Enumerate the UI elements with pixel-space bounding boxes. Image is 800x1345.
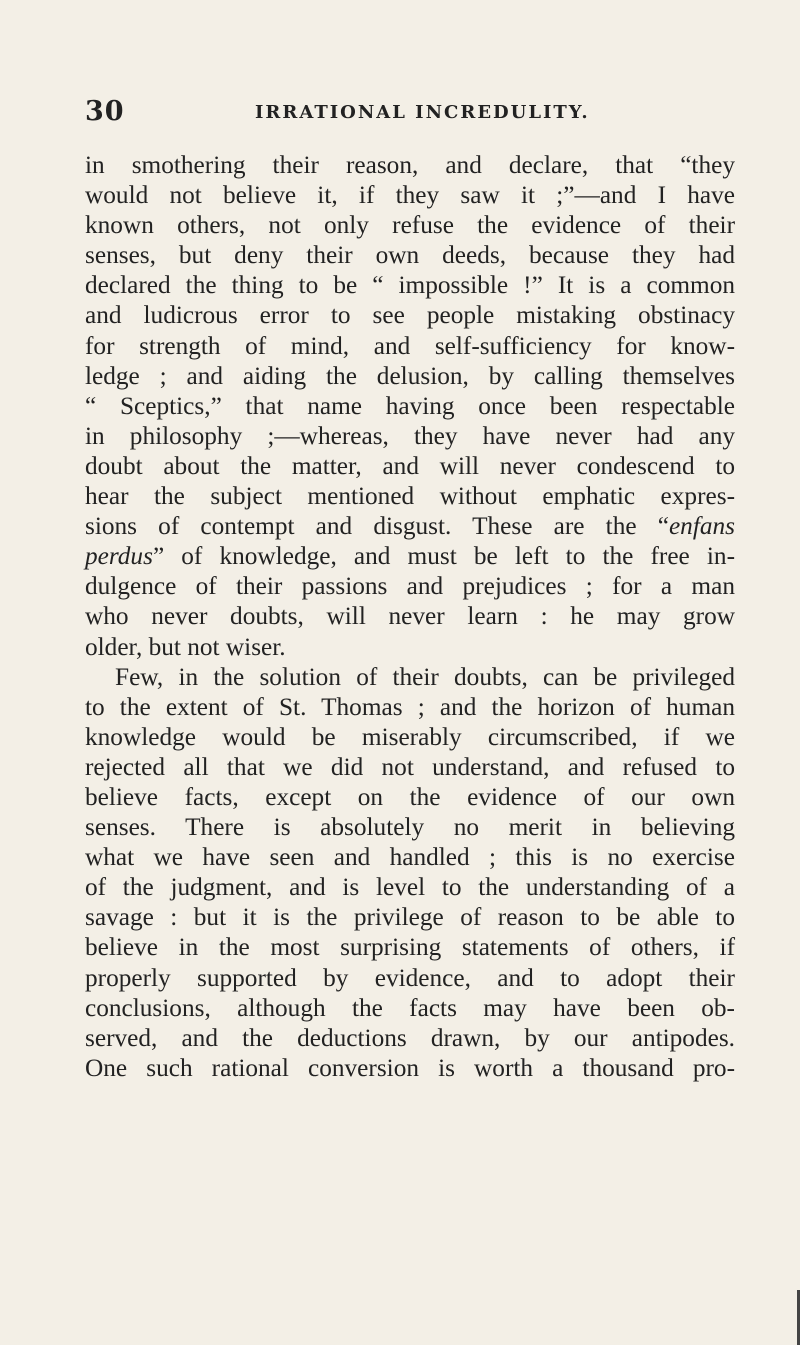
text-line: in philosophy ;—whereas, they have never had any xyxy=(85,421,735,450)
text-line: of the judgment, and is level to the understanding of a xyxy=(85,873,735,902)
text-line: knowledge would be miserably circumscribed, if we xyxy=(85,722,735,751)
text-line: senses, but deny their own deeds, because they had xyxy=(85,241,735,270)
text-line: would not believe it, if they saw it ;”—and I have xyxy=(85,181,735,210)
page-header xyxy=(85,96,725,136)
text-line: who never doubts, will never learn : he may grow xyxy=(85,602,735,631)
text-line: ledge ; and aiding the delusion, by calling themselves xyxy=(85,361,735,390)
text-line: One such rational conversion is worth a thousand pro- xyxy=(85,1053,735,1082)
text-line: conclusions, although the facts may have been ob- xyxy=(85,993,735,1022)
text-line: hear the subject mentioned without emphatic expres- xyxy=(85,482,735,511)
paragraph-start-line: Few, in the solution of their doubts, can be privileged xyxy=(115,662,735,691)
text-line: senses. There is absolutely no merit in believing xyxy=(85,813,735,842)
italic-phrase: enfans xyxy=(668,512,735,541)
text-line: “ Sceptics,” that name having once been respectable xyxy=(85,391,735,420)
text-segment: ” of knowledge, and must be left to the free in- xyxy=(152,542,735,571)
italic-phrase: perdus xyxy=(85,542,153,571)
running-title: IRRATIONAL INCREDULITY. xyxy=(255,102,590,123)
body-text xyxy=(85,150,735,1083)
text-line: dulgence of their passions and prejudices ; for a man xyxy=(85,572,735,601)
text-line: for strength of mind, and self-sufficiency for know- xyxy=(85,331,735,360)
text-line: to the extent of St. Thomas ; and the horizon of human xyxy=(85,692,735,721)
text-line: doubt about the matter, and will never condescend to xyxy=(85,451,735,480)
text-line: what we have seen and handled ; this is no exercise xyxy=(85,843,735,872)
text-line: and ludicrous error to see people mistaking obstinacy xyxy=(85,301,735,330)
text-line: savage : but it is the privilege of reason to be able to xyxy=(85,903,735,932)
text-line: rejected all that we did not understand, and refused to xyxy=(85,752,735,781)
text-line xyxy=(85,511,735,541)
text-line: believe facts, except on the evidence of our own xyxy=(85,782,735,811)
text-segment: sions of contempt and disgust. These are the “ xyxy=(85,512,669,541)
text-line: in smothering their reason, and declare, that “they xyxy=(85,151,735,179)
text-line: served, and the deductions drawn, by our antipodes. xyxy=(85,1023,735,1052)
text-line xyxy=(85,541,735,571)
text-line: older, but not wiser. xyxy=(85,632,286,661)
text-line: properly supported by evidence, and to adopt their xyxy=(85,963,735,992)
page-number: 30 xyxy=(85,96,125,127)
text-line: known others, not only refuse the evidence of their xyxy=(85,211,735,240)
text-line: believe in the most surprising statements of others, if xyxy=(85,933,735,962)
text-line: declared the thing to be “ impossible !” It is a common xyxy=(85,271,735,300)
